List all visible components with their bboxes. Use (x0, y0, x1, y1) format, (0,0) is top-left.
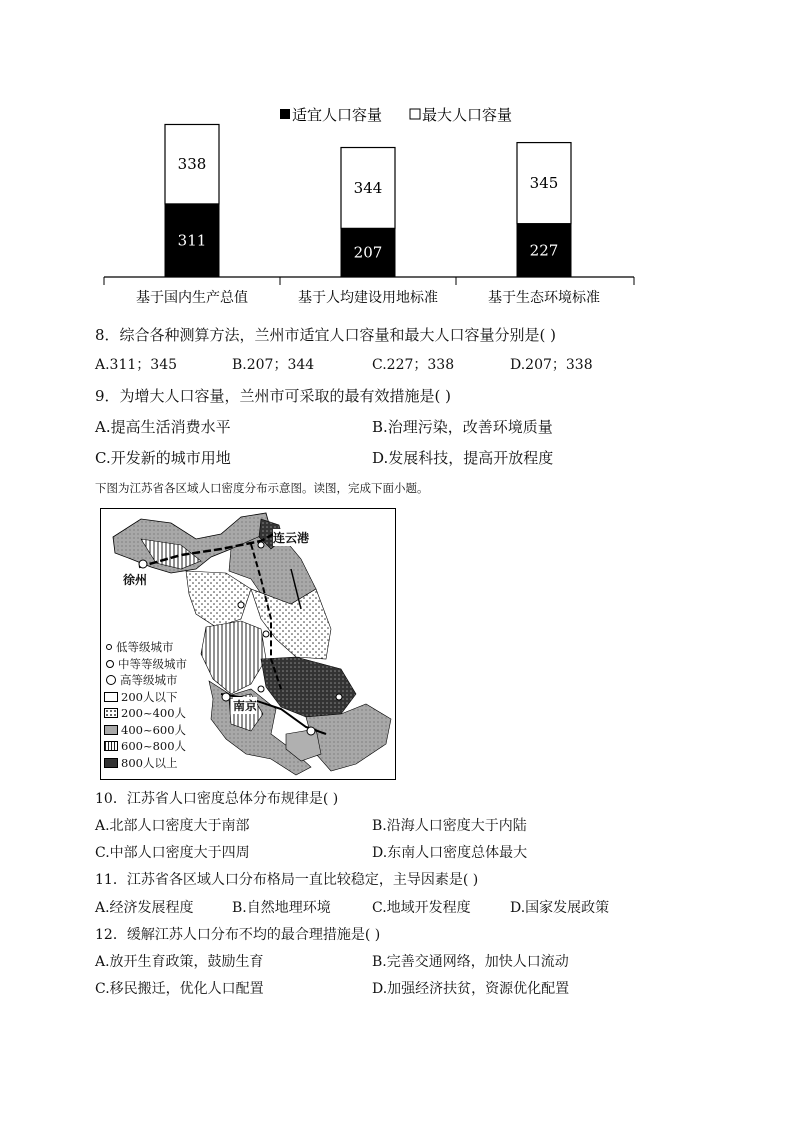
question-8-stem: 8．综合各种测算方法，兰州市适宜人口容量和最大人口容量分别是( ) (95, 326, 557, 344)
legend-label-suitable: 适宜人口容量 (292, 106, 383, 124)
question-9-stem: 9．为增大人口容量，兰州市可采取的最有效措施是( ) (95, 387, 452, 405)
legend-over-800: 800人以上 (121, 755, 178, 770)
data-label-max-3: 345 (529, 174, 559, 193)
question-11-stem: 11．江苏省各区域人口分布格局一直比较稳定，主导因素是( ) (95, 872, 479, 888)
data-label-suitable-3: 227 (529, 241, 559, 260)
city-marker (258, 686, 264, 692)
legend-label-max: 最大人口容量 (422, 106, 513, 124)
high-city-icon (106, 675, 116, 685)
data-label-max-2: 344 (353, 178, 383, 197)
q11-option-d[interactable]: D.国家发展政策 (510, 900, 610, 916)
data-label-suitable-1: 311 (177, 231, 207, 250)
mid-city-icon (106, 660, 114, 668)
city-marker (307, 727, 315, 735)
q12-option-a[interactable]: A.放开生育政策，鼓励生育 (95, 954, 264, 970)
q8-option-c[interactable]: C.227；338 (372, 357, 455, 373)
q9-option-b[interactable]: B.治理污染，改善环境质量 (372, 418, 553, 436)
q10-option-d[interactable]: D.东南人口密度总体最大 (372, 845, 528, 861)
q12-option-b[interactable]: B.完善交通网络，加快人口流动 (372, 954, 569, 970)
q12-option-c[interactable]: C.移民搬迁，优化人口配置 (95, 981, 264, 997)
label-nanjing: 南京 (233, 699, 258, 713)
region-central-low (186, 571, 251, 627)
category-label-3: 基于生态环境标准 (488, 290, 600, 306)
legend-low-city: 低等级城市 (116, 640, 174, 654)
legend-200-400: 200~400人 (121, 706, 187, 720)
q11-option-b[interactable]: B.自然地理环境 (232, 900, 331, 916)
city-lianyungang (258, 542, 264, 548)
q8-option-a[interactable]: A.311；345 (95, 357, 178, 373)
city-marker (336, 694, 342, 700)
q12-option-d[interactable]: D.加强经济扶贫，资源优化配置 (372, 981, 570, 997)
legend-mid-city: 中等等级城市 (118, 656, 187, 671)
legend-under-200: 200人以下 (121, 689, 178, 704)
legend-swatch-max (410, 109, 420, 119)
q10-option-a[interactable]: A.北部人口密度大于南部 (95, 818, 250, 834)
q10-option-b[interactable]: B.沿海人口密度大于内陆 (372, 818, 527, 834)
legend-high-city: 高等级城市 (120, 673, 178, 687)
low-city-icon (106, 644, 112, 650)
map-intro-text: 下图为江苏省各区域人口密度分布示意图。读图，完成下面小题。 (95, 481, 429, 495)
city-xuzhou (139, 560, 147, 568)
q8-option-b[interactable]: B.207；344 (232, 357, 315, 373)
label-lianyungang: 连云港 (273, 531, 310, 545)
q11-option-a[interactable]: A.经济发展程度 (95, 900, 194, 916)
q9-option-a[interactable]: A.提高生活消费水平 (95, 418, 231, 436)
q9-option-d[interactable]: D.发展科技，提高开放程度 (372, 449, 554, 467)
legend-swatch-suitable (280, 109, 290, 119)
population-capacity-chart (90, 95, 650, 315)
category-label-2: 基于人均建设用地标准 (298, 290, 438, 306)
city-marker (263, 631, 269, 637)
swatch-over-800 (104, 758, 118, 768)
jiangsu-density-map (100, 508, 396, 780)
legend-400-600: 400~600人 (121, 722, 187, 737)
legend-600-800: 600~800人 (121, 739, 187, 753)
q9-option-c[interactable]: C.开发新的城市用地 (95, 449, 231, 467)
q11-option-c[interactable]: C.地域开发程度 (372, 900, 471, 916)
category-label-1: 基于国内生产总值 (136, 290, 248, 306)
label-xuzhou: 徐州 (123, 573, 148, 587)
swatch-200-400 (104, 708, 118, 718)
swatch-600-800 (104, 741, 118, 751)
question-10-stem: 10．江苏省人口密度总体分布规律是( ) (95, 791, 339, 807)
map-legend (104, 639, 187, 771)
q10-option-c[interactable]: C.中部人口密度大于四周 (95, 845, 250, 861)
data-label-max-1: 338 (177, 155, 207, 174)
data-label-suitable-2: 207 (353, 243, 383, 262)
swatch-under-200 (104, 692, 118, 702)
chart-svg (90, 95, 650, 315)
city-nanjing (222, 693, 230, 701)
q8-option-d[interactable]: D.207；338 (510, 357, 593, 373)
city-marker (238, 602, 244, 608)
question-12-stem: 12．缓解江苏人口分布不均的最合理措施是( ) (95, 927, 381, 943)
swatch-400-600 (104, 725, 118, 735)
